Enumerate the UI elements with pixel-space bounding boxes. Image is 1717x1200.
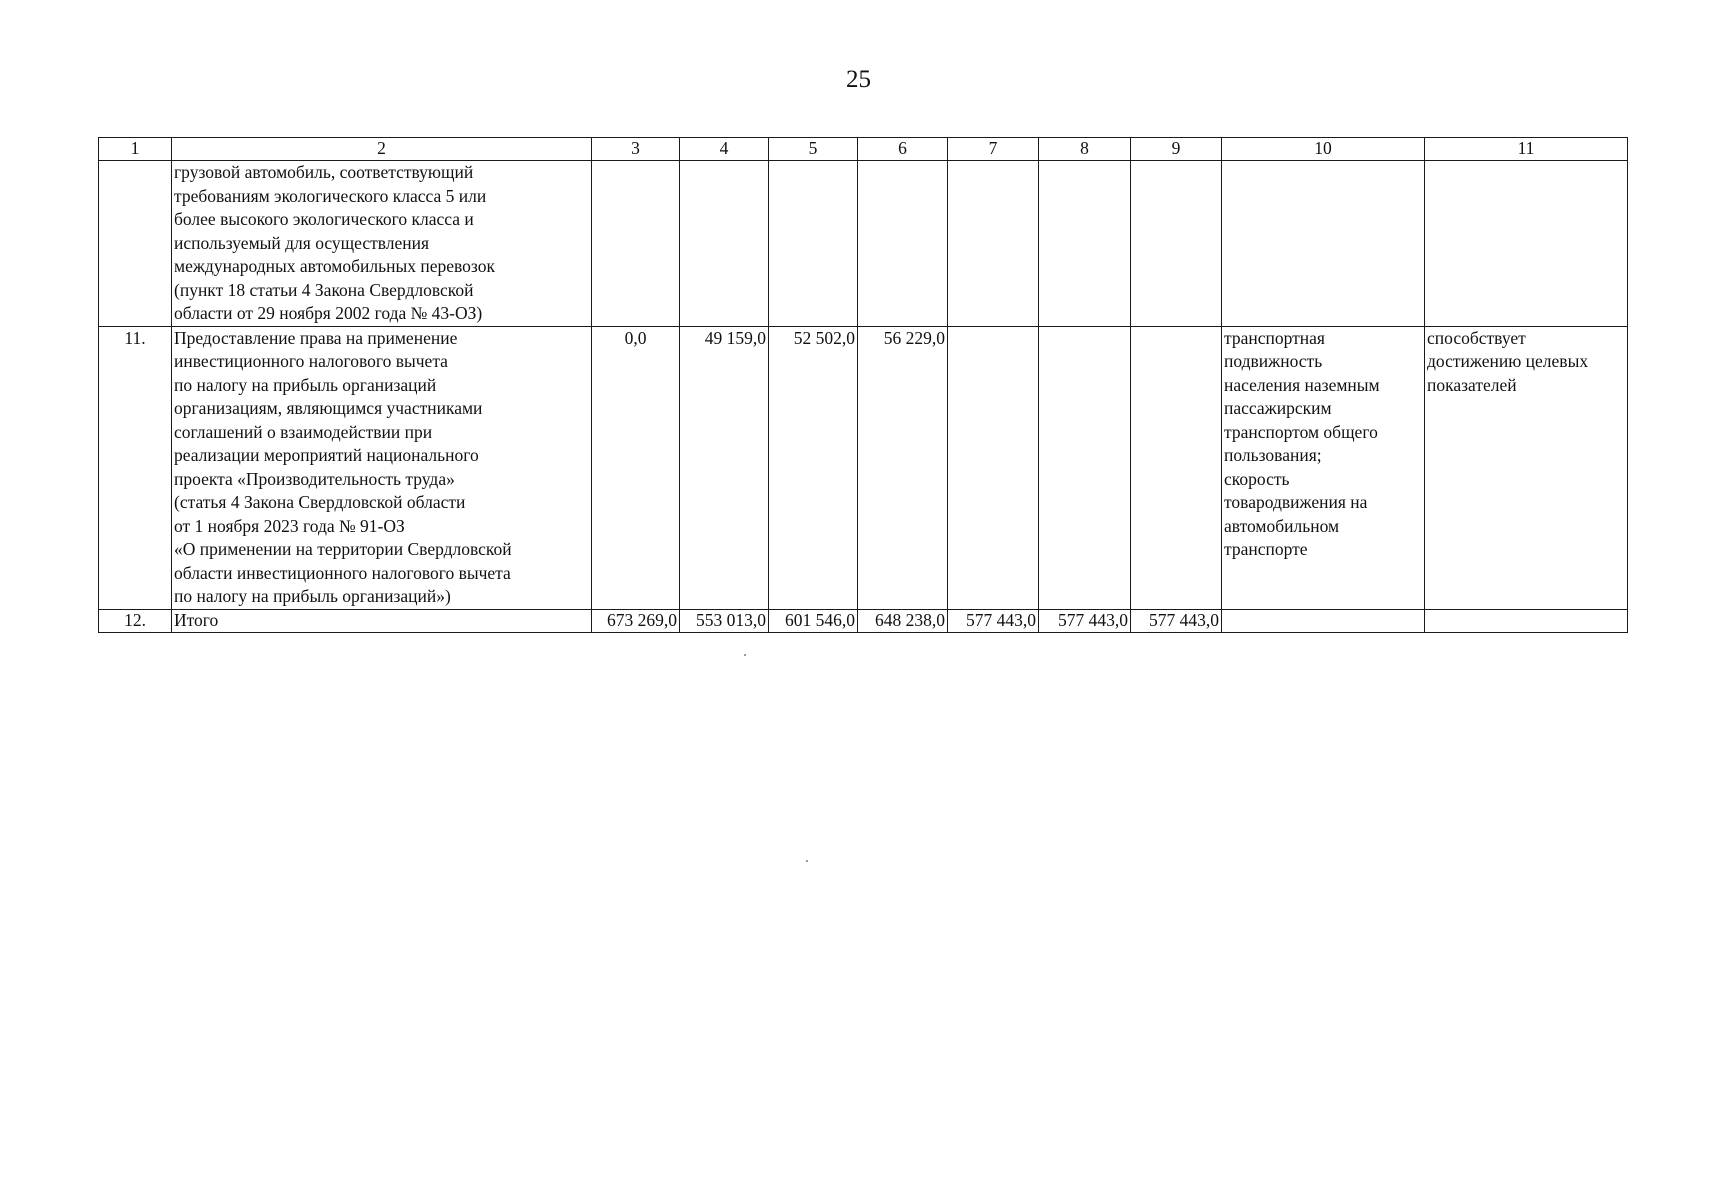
value-cell: 49 159,0	[680, 326, 769, 609]
header-cell-10: 10	[1222, 138, 1425, 161]
value-cell: 0,0	[592, 326, 680, 609]
description-line: используемый для осуществления	[174, 232, 430, 253]
row-number: 12.	[99, 609, 172, 632]
description-line: проекта «Производительность труда»	[174, 468, 455, 489]
description-line: по налогу на прибыль организаций»)	[174, 586, 451, 606]
value-cell	[1131, 161, 1222, 327]
indicator-line: скорость	[1224, 468, 1290, 489]
assessment-cell	[1425, 609, 1628, 632]
description-line: области от 29 ноября 2002 года № 43-ОЗ)	[174, 303, 483, 323]
total-value-cell: 577 443,0	[1131, 609, 1222, 632]
header-cell-4: 4	[680, 138, 769, 161]
header-cell-6: 6	[858, 138, 948, 161]
header-cell-2: 2	[172, 138, 592, 161]
description-line: международных автомобильных перевозок	[174, 256, 495, 276]
description-line: (пункт 18 статьи 4 Закона Свердловской	[174, 279, 474, 300]
description-line: соглашений о взаимодействии при	[174, 421, 433, 442]
description-line: (статья 4 Закона Свердловской области	[174, 492, 466, 512]
value-cell	[769, 161, 858, 327]
header-cell-11: 11	[1425, 138, 1628, 161]
value-cell	[1131, 326, 1222, 609]
indicator-line: подвижность	[1224, 351, 1323, 371]
header-cell-3: 3	[592, 138, 680, 161]
value-cell	[592, 161, 680, 327]
description-line: реализации мероприятий национального	[174, 445, 479, 465]
indicator-line: пассажирским	[1224, 398, 1332, 418]
total-value-cell: 577 443,0	[948, 609, 1039, 632]
description-line: по налогу на прибыль организаций	[174, 374, 437, 395]
benefits-table	[98, 137, 1628, 633]
value-cell	[1039, 161, 1131, 327]
description-line: инвестиционного налогового вычета	[174, 351, 448, 371]
total-row	[99, 609, 1628, 632]
row-number: 11.	[99, 326, 172, 609]
assessment-cell	[1425, 326, 1628, 609]
total-value-cell: 601 546,0	[769, 609, 858, 632]
indicator-line: транспорте	[1224, 539, 1308, 559]
value-cell: 56 229,0	[858, 326, 948, 609]
description-line: более высокого экологического класса и	[174, 209, 474, 229]
value-cell	[1039, 326, 1131, 609]
assessment-line: показателей	[1427, 374, 1517, 395]
header-cell-1: 1	[99, 138, 172, 161]
assessment-line: достижению целевых	[1427, 351, 1589, 371]
indicator-cell	[1222, 161, 1425, 327]
header-cell-8: 8	[1039, 138, 1131, 161]
description-line: грузовой автомобиль, соответствующий	[174, 162, 474, 182]
value-cell: 52 502,0	[769, 326, 858, 609]
indicator-line: транспортом общего	[1224, 421, 1378, 442]
assessment-cell	[1425, 161, 1628, 327]
scan-speck	[744, 654, 746, 656]
indicator-cell	[1222, 326, 1425, 609]
header-row	[99, 138, 1628, 161]
indicator-line: автомобильном	[1224, 515, 1340, 536]
indicator-line: транспортная	[1224, 327, 1325, 348]
table-row	[99, 161, 1628, 327]
indicator-line: населения наземным	[1224, 374, 1380, 395]
assessment-line: способствует	[1427, 327, 1526, 348]
description-line: Предоставление права на применение	[174, 327, 458, 348]
header-cell-5: 5	[769, 138, 858, 161]
indicator-line: пользования;	[1224, 445, 1322, 465]
description-line: требованиям экологического класса 5 или	[174, 185, 487, 206]
row-description: Итого	[172, 609, 592, 632]
table-row	[99, 326, 1628, 609]
indicator-cell	[1222, 609, 1425, 632]
indicator-line: товародвижения на	[1224, 492, 1368, 512]
total-value-cell: 648 238,0	[858, 609, 948, 632]
total-value-cell: 553 013,0	[680, 609, 769, 632]
value-cell	[948, 161, 1039, 327]
row-description	[172, 326, 592, 609]
header-cell-9: 9	[1131, 138, 1222, 161]
description-line: области инвестиционного налогового вычета	[174, 562, 511, 583]
scan-speck	[806, 860, 808, 862]
value-cell	[680, 161, 769, 327]
description-line: организациям, являющимся участниками	[174, 398, 483, 418]
total-value-cell: 577 443,0	[1039, 609, 1131, 632]
description-line: от 1 ноября 2023 года № 91-ОЗ	[174, 515, 405, 536]
row-description	[172, 161, 592, 327]
page-number: 25	[846, 66, 871, 93]
value-cell	[948, 326, 1039, 609]
description-line: «О применении на территории Свердловской	[174, 539, 512, 559]
value-cell	[858, 161, 948, 327]
row-number	[99, 161, 172, 327]
total-value-cell: 673 269,0	[592, 609, 680, 632]
header-cell-7: 7	[948, 138, 1039, 161]
